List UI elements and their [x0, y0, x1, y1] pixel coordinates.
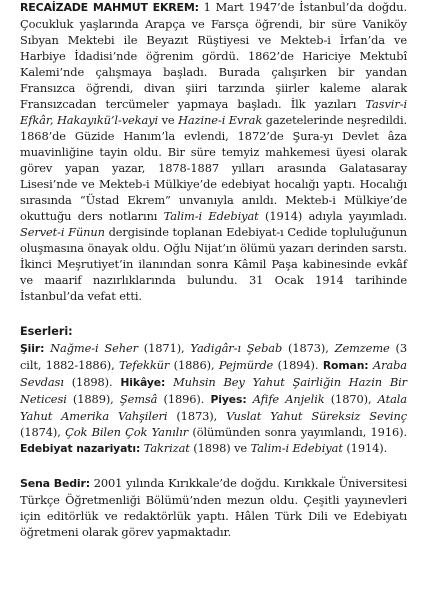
genre-story-label: Hikâye:	[120, 376, 166, 389]
work-title: Tefekkür	[119, 358, 170, 372]
work-title: Çok Bilen Çok Yanılır	[65, 425, 189, 439]
work-year: (1889),	[66, 392, 120, 406]
work-title: Araba Sevdası	[20, 358, 407, 389]
work-title: Takrizat	[143, 441, 190, 455]
work-year: (1870),	[324, 392, 378, 406]
work-title: Muhsin Bey Yahut Şairliğin Hazin Bir Neticesi	[20, 375, 407, 406]
work-title: Afife Anjelik	[252, 392, 325, 406]
work-title: Talim-i Edebiyat	[250, 441, 343, 455]
work-title: Atala Yahut Amerika Vahşileri	[20, 392, 407, 423]
work-year: (1873),	[282, 341, 335, 355]
genre-novel-label: Roman:	[322, 359, 369, 372]
work-year: (1898) ve	[189, 441, 251, 455]
work-year: (1873),	[167, 409, 227, 423]
work-year: (ölümünden sonra yayımlandı, 1916).	[188, 425, 407, 439]
author-name: RECAİZADE MAHMUT EKREM:	[20, 1, 199, 14]
bio-text-2: ve	[158, 113, 179, 127]
work-title: Vuslat Yahut Süreksiz Sevinç	[226, 409, 407, 423]
book-page	[20, 0, 407, 540]
bio-italic-3: Talim-i Edebiyat	[163, 209, 259, 223]
editor-biography	[20, 475, 407, 540]
work-year: (1896).	[157, 392, 211, 406]
work-year: (1898).	[63, 375, 121, 389]
work-year: (1886),	[169, 358, 219, 372]
bio-italic-4: Servet-i Fünun	[20, 225, 105, 239]
work-title: Yadigâr-ı Şebab	[190, 341, 283, 355]
bio-text-4: (1914) adıyla yayımladı.	[258, 209, 407, 223]
work-year: (1914).	[342, 441, 388, 455]
bio-italic-1: Tasvir-i Efkâr, Hakayıkü’l-vekayi	[20, 97, 407, 127]
bio-italic-2: Hazine-i Evrak	[178, 113, 263, 127]
bio-text-5: dergisinde toplanan Edebiyat-ı Cedide topluluğunun oluşmasına önayak oldu. Oğlu Nijat’ın ölümü yazarı derinden sarstı. İkinci Meşrutiyet’in ilanından sonra Kâmil Paşa kabinesinde evkâf ve maarif nazırlıklarında bulundu. 31 Ocak 1914 tarihinde İstanbul’da vefat etti.	[20, 225, 408, 303]
work-title: Şemsâ	[119, 392, 158, 406]
genre-poetry-label: Şiir:	[20, 342, 45, 355]
work-title: Nağme-i Seher	[50, 341, 138, 355]
works-list	[20, 340, 407, 457]
work-year: (1871),	[137, 341, 191, 355]
genre-play-label: Piyes:	[210, 393, 247, 406]
bio-text-1: 1 Mart 1947’de İstanbul’da doğdu. Çocukluk yaşlarında Arapça ve Farsça öğrendi, bir süre Vaniköy Sıbyan Mektebi ile Beyazıt Rüştiyesi ve Mekteb-i İrfan’da ve Harbiye İdadisi’nde öğrenim gördü. 1862’de Hariciye Mektubî Kalemi’nde çalışmaya başladı. Burada çalışırken bir yandan Fransızca öğrendi, divan şiiri tarzında şiirler kaleme alarak Fransızcadan tercümeler yapmaya başladı. İlk yazıları	[20, 0, 407, 111]
bio-text-3: gazetelerinde neşredildi. 1868’de Güzide Hanım’la evlendi, 1872’de Şura-yı Devlet âza muavinliğine tayin oldu. Bir süre temyiz mahkemesi üyesi olarak görev yapan yazar, 1878-1887 yılları arasında Galatasaray Lisesi’nde ve Mekteb-i Mülkiye’de edebiyat hocalığı yaptı. Hocalığı sırasında “Üstad Ekrem” unvanıyla anıldı. Mekteb-i Mülkiye’de okuttuğu ders notlarını	[20, 113, 408, 223]
genre-theory-label: Edebiyat nazariyatı:	[20, 442, 141, 455]
editor-text: 2001 yılında Kırıkkale’de doğdu. Kırıkkale Üniversitesi Türkçe Öğretmenliği Bölümü’nden mezun oldu. Çeşitli yayınevleri için editörlük ve redaktörlük yaptı. Hâlen Türk Dili ve Edebiyatı öğretmeni olarak görev yapmaktadır.	[20, 476, 407, 539]
works-heading: Eserleri:	[20, 325, 73, 338]
work-title: Pejmürde	[218, 358, 274, 372]
work-year: (1874),	[20, 425, 66, 439]
work-year: (3 cilt, 1882-1886),	[20, 341, 407, 372]
work-year: (1894).	[273, 358, 323, 372]
work-title: Zemzeme	[334, 341, 390, 355]
author-biography	[20, 0, 407, 304]
editor-name: Sena Bedir:	[20, 477, 90, 490]
